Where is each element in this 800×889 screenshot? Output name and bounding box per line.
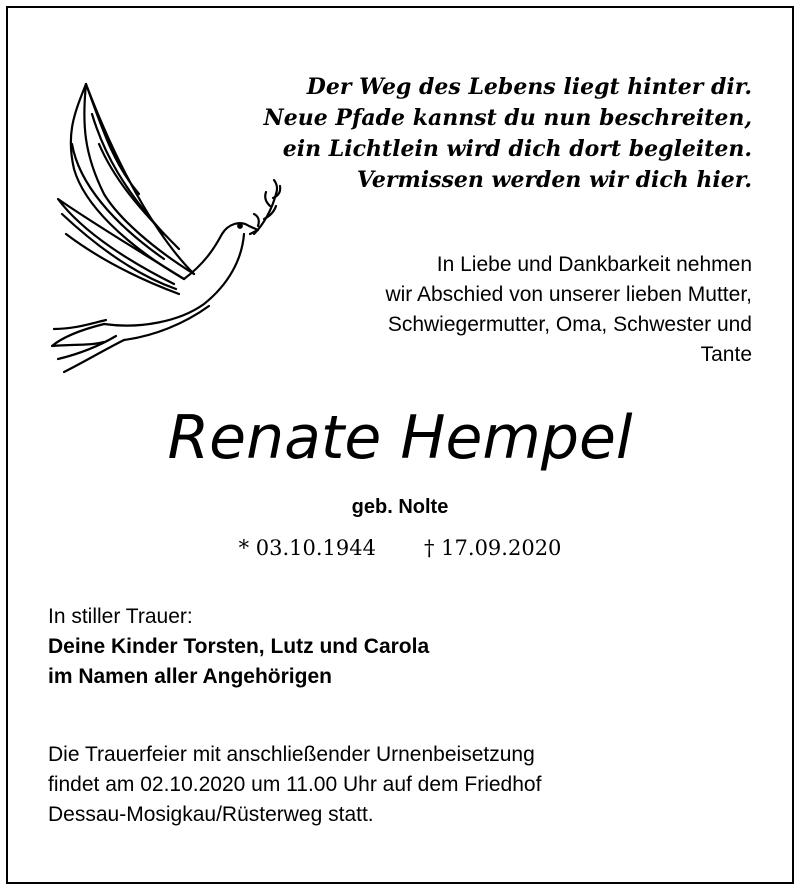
poem-line: ein Lichtlein wird dich dort begleiten.	[282, 136, 752, 162]
maiden-name: geb. Nolte	[351, 496, 449, 518]
poem-line: Der Weg des Lebens liegt hinter dir.	[306, 74, 752, 100]
mourners-relatives: im Namen aller Angehörigen	[48, 665, 332, 688]
farewell-line: Schwiegermutter, Oma, Schwester und	[387, 313, 752, 336]
ceremony-line: Dessau-Mosigkau/Rüsterweg statt.	[48, 803, 374, 826]
farewell-line: Tante	[700, 343, 752, 366]
mourners-block	[48, 602, 429, 692]
mourners-children: Deine Kinder Torsten, Lutz und Carola	[48, 635, 430, 658]
farewell-line: wir Abschied von unserer lieben Mutter,	[385, 283, 752, 306]
death-date: † 17.09.2020	[424, 536, 562, 560]
poem	[232, 72, 752, 196]
ceremony-line: Die Trauerfeier mit anschließender Urnenbeisetzung	[48, 743, 535, 766]
poem-line: Vermissen werden wir dich hier.	[356, 167, 752, 193]
obituary-notice	[6, 6, 794, 884]
deceased-name: Renate Hempel	[167, 403, 633, 473]
birth-date: * 03.10.1944	[238, 536, 376, 560]
farewell-text	[232, 250, 752, 370]
life-dates	[8, 533, 792, 563]
poem-line: Neue Pfade kannst du nun beschreiten,	[263, 105, 752, 131]
ceremony-line: findet am 02.10.2020 um 11.00 Uhr auf dem Friedhof	[48, 773, 542, 796]
ceremony-info	[48, 740, 541, 830]
farewell-line: In Liebe und Dankbarkeit nehmen	[436, 253, 752, 276]
mourning-intro: In stiller Trauer:	[48, 605, 193, 628]
